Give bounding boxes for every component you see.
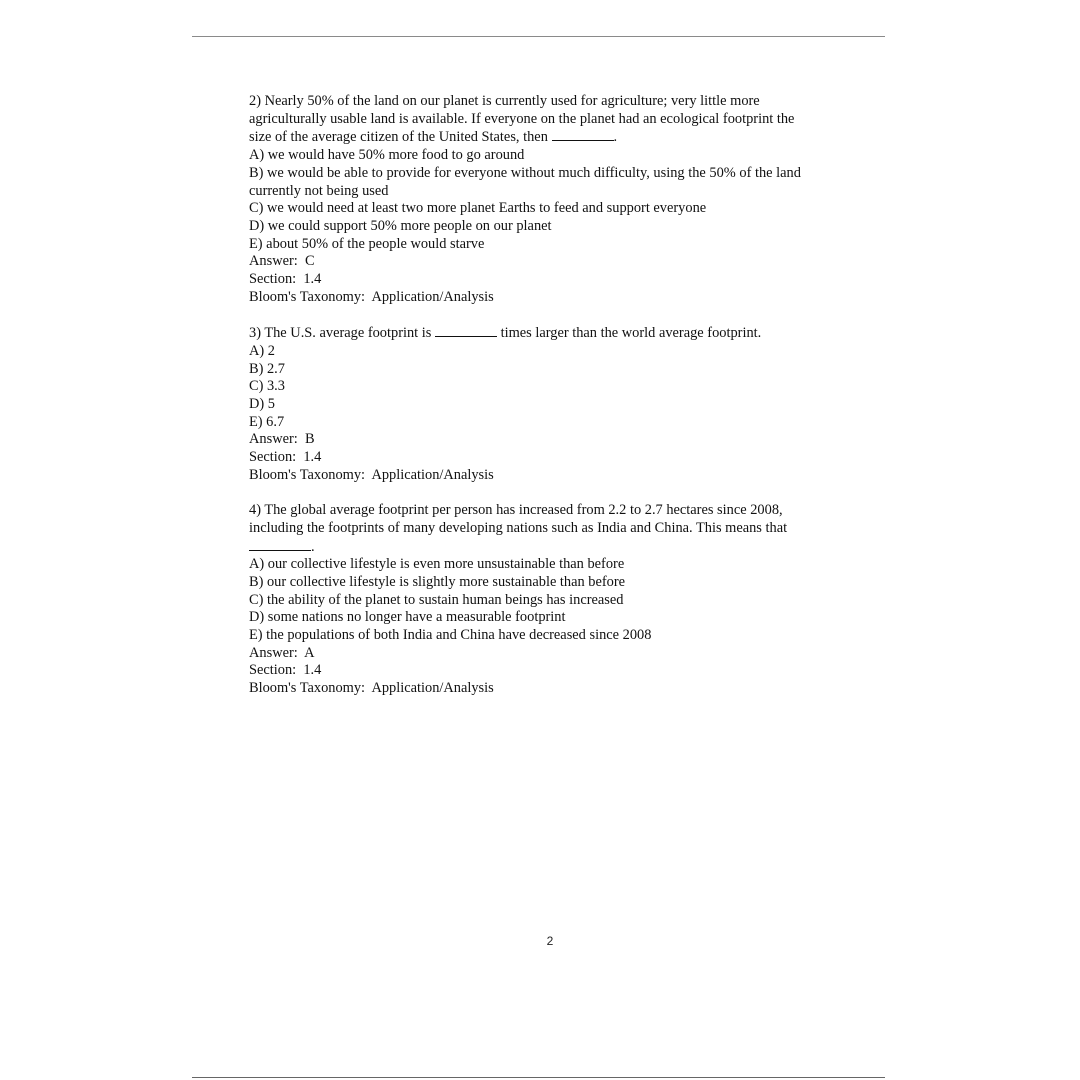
- question-4: [249, 502, 849, 698]
- answer-key: Answer: B: [249, 431, 315, 448]
- answer-option: A) we would have 50% more food to go around: [249, 147, 525, 164]
- page-number: 2: [546, 934, 554, 948]
- answer-option: A) 2: [249, 342, 275, 359]
- answer-blank: [435, 324, 497, 337]
- header-rule: [192, 36, 885, 37]
- question-stem-text: 3) The U.S. average footprint is: [249, 325, 435, 342]
- answer-option: C) 3.3: [249, 378, 285, 395]
- answer-option: E) about 50% of the people would starve: [249, 235, 485, 252]
- answer-option: E) 6.7: [249, 413, 285, 430]
- document-body: [249, 93, 849, 716]
- question-stem-line: agriculturally usable land is available. If everyone on the planet had an ecological footprint the: [249, 110, 795, 127]
- question-stem-line: [249, 324, 849, 343]
- answer-option: A) our collective lifestyle is even more unsustainable than before: [249, 556, 625, 573]
- blooms-taxonomy: Bloom's Taxonomy: Application/Analysis: [249, 466, 494, 483]
- section-ref: Section: 1.4: [249, 449, 322, 466]
- answer-option: E) the populations of both India and China have decreased since 2008: [249, 627, 652, 644]
- question-stem-text: times larger than the world average footprint.: [496, 325, 762, 342]
- question-stem-line: including the footprints of many developing nations such as India and China. This means that: [249, 519, 788, 536]
- question-stem-line: 2) Nearly 50% of the land on our planet is currently used for agriculture; very little more: [249, 93, 760, 109]
- answer-option: D) some nations no longer have a measurable footprint: [249, 609, 566, 626]
- answer-option: D) we could support 50% more people on our planet: [249, 217, 552, 234]
- question-stem-text: size of the average citizen of the United States, then: [249, 129, 552, 146]
- question-stem-line: [249, 128, 849, 147]
- answer-option: D) 5: [249, 395, 275, 412]
- question-3: [249, 324, 849, 484]
- answer-option: C) the ability of the planet to sustain human beings has increased: [249, 591, 624, 608]
- answer-key: Answer: C: [249, 253, 315, 270]
- section-ref: Section: 1.4: [249, 271, 322, 288]
- section-ref: Section: 1.4: [249, 662, 322, 679]
- answer-option: B) 2.7: [249, 360, 285, 377]
- blooms-taxonomy: Bloom's Taxonomy: Application/Analysis: [249, 680, 494, 697]
- blooms-taxonomy: Bloom's Taxonomy: Application/Analysis: [249, 288, 494, 305]
- question-stem-line: [249, 538, 849, 557]
- answer-option: B) our collective lifestyle is slightly more sustainable than before: [249, 573, 626, 590]
- answer-blank: [249, 538, 311, 551]
- answer-option: C) we would need at least two more planet Earths to feed and support everyone: [249, 200, 707, 217]
- question-stem-line: 4) The global average footprint per person has increased from 2.2 to 2.7 hectares since 2008,: [249, 502, 783, 519]
- question-stem-text: .: [311, 538, 315, 555]
- answer-key: Answer: A: [249, 644, 315, 661]
- question-2: [249, 93, 849, 306]
- footer-rule: [192, 1077, 885, 1078]
- answer-option: B) we would be able to provide for everyone without much difficulty, using the 50% of the land: [249, 164, 801, 181]
- answer-blank: [552, 128, 614, 141]
- answer-option: currently not being used: [249, 182, 389, 199]
- question-stem-text: .: [613, 129, 618, 146]
